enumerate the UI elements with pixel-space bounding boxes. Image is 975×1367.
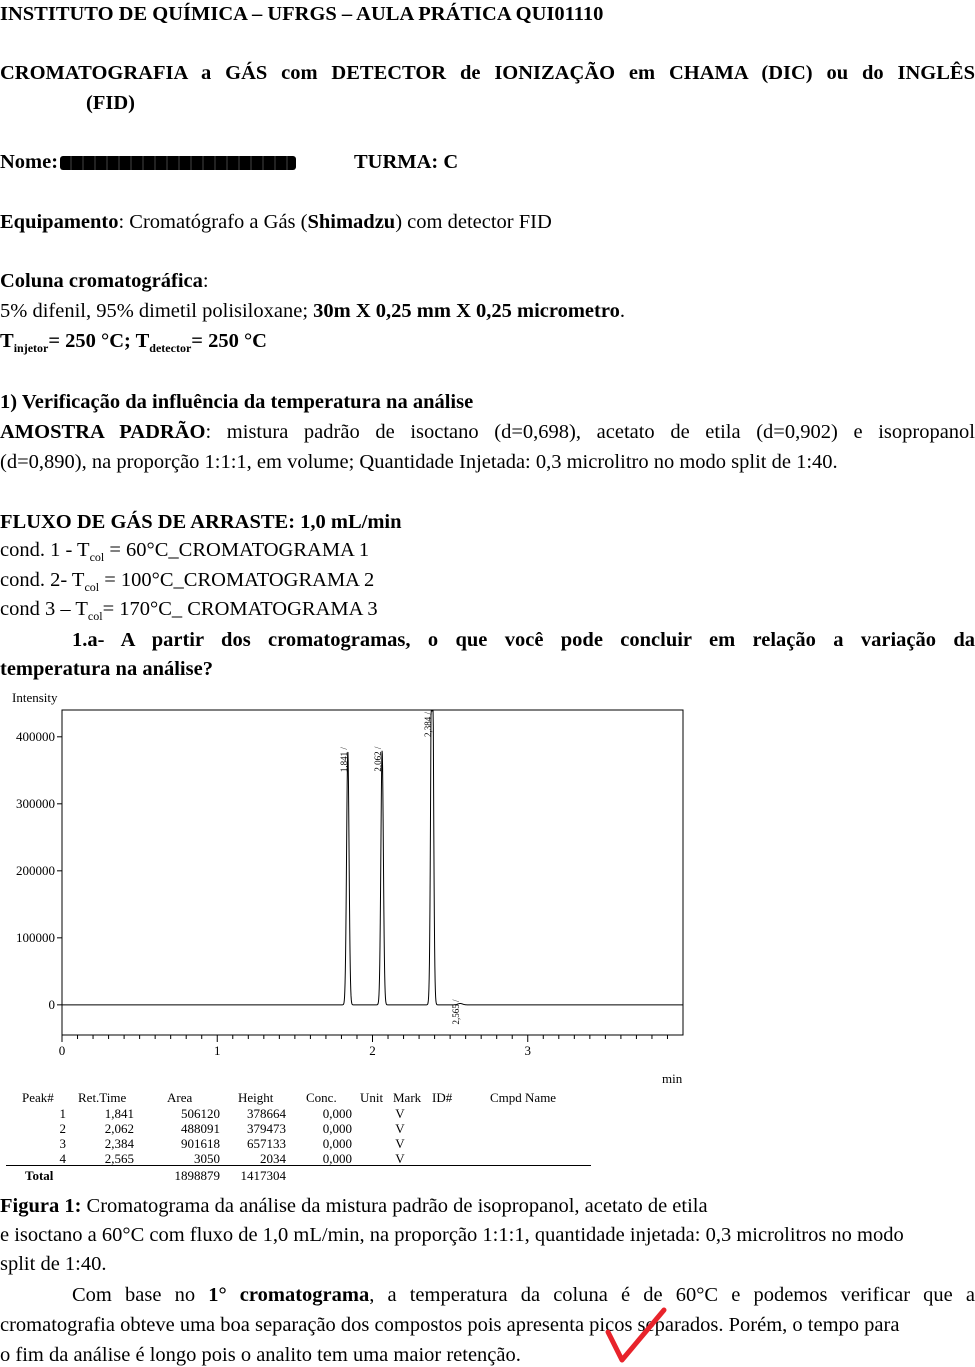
answer-line-1 bbox=[0, 1283, 975, 1307]
sample-text-1: : mistura padrão de isoctano (d=0,698), acetato de etila (d=0,902) e isopropanol bbox=[205, 421, 975, 443]
column-phase: 5% difenil, 95% dimetil polisiloxane; bbox=[0, 300, 314, 322]
x-tick-label: 3 bbox=[524, 1043, 531, 1058]
table-header: Mark bbox=[393, 1090, 422, 1105]
table-cell: V bbox=[395, 1121, 405, 1136]
y-tick-label: 0 bbox=[48, 996, 55, 1012]
table-cell: 0,000 bbox=[322, 1151, 352, 1166]
cond-1-pre: cond. 1 - T bbox=[0, 539, 90, 561]
table-header: ID# bbox=[432, 1090, 453, 1105]
column-dot: . bbox=[619, 300, 625, 322]
chromatogram-chart bbox=[0, 686, 700, 1086]
y-axis-label: Intensity bbox=[12, 690, 58, 705]
y-tick-label: 400000 bbox=[16, 728, 55, 744]
table-cell: 2,384 bbox=[104, 1136, 134, 1151]
table-header: Cmpd Name bbox=[490, 1090, 557, 1105]
column-heading bbox=[0, 269, 975, 293]
y-tick-label: 200000 bbox=[16, 862, 55, 878]
total-area: 1898879 bbox=[174, 1168, 220, 1183]
subtitle-line-2: (FID) bbox=[86, 92, 135, 114]
table-cell: 4 bbox=[59, 1151, 66, 1166]
cond-line-3 bbox=[0, 597, 975, 624]
detector-sub: detector bbox=[149, 341, 192, 356]
table-cell: 2,565 bbox=[104, 1151, 134, 1166]
document-title: INSTITUTO DE QUÍMICA – UFRGS – AULA PRÁTICA QUI01110 bbox=[0, 3, 604, 25]
total-height: 1417304 bbox=[240, 1168, 286, 1183]
column-colon: : bbox=[202, 270, 209, 292]
answer-line-3: o fim da análise é longo pois o analito tem uma maior retenção. bbox=[0, 1344, 521, 1366]
subtitle-line-1: CROMATOGRAFIA a GÁS com DETECTOR de IONIZAÇÃO em CHAMA (DIC) ou do INGLÊS bbox=[0, 62, 975, 84]
t-letter: T bbox=[0, 330, 14, 352]
table-cell: 2,062 bbox=[104, 1121, 134, 1136]
total-label: Total bbox=[25, 1168, 54, 1183]
equipment-line bbox=[0, 210, 975, 234]
x-axis-label: min bbox=[662, 1071, 683, 1086]
table-cell: V bbox=[395, 1151, 405, 1166]
table-cell: 1,841 bbox=[104, 1106, 134, 1121]
table-cell: 0,000 bbox=[322, 1106, 352, 1121]
temperature-line bbox=[0, 329, 975, 356]
table-cell: 901618 bbox=[181, 1136, 220, 1151]
cond-2-sub: col bbox=[84, 580, 100, 595]
table-header: Ret.Time bbox=[78, 1090, 127, 1105]
cond-2-pre: cond. 2- T bbox=[0, 569, 85, 591]
y-tick-label: 300000 bbox=[16, 795, 55, 811]
turma-label: TURMA: C bbox=[354, 151, 459, 173]
redacted-name bbox=[60, 156, 296, 170]
caption-label: Figura 1: bbox=[0, 1195, 82, 1217]
table-header: Height bbox=[238, 1090, 274, 1105]
table-cell: 0,000 bbox=[322, 1121, 352, 1136]
peak-label: 2,062 / bbox=[373, 746, 384, 772]
table-cell: 3 bbox=[59, 1136, 66, 1151]
sample-label: AMOSTRA PADRÃO bbox=[0, 421, 206, 443]
table-cell: 3050 bbox=[194, 1151, 220, 1166]
cond-1-post: = 60°C_CROMATOGRAMA 1 bbox=[104, 539, 370, 561]
x-tick-label: 0 bbox=[58, 1043, 66, 1058]
equipment-text-after: ) com detector FID bbox=[395, 211, 552, 233]
cond-line-1 bbox=[0, 538, 975, 565]
name-label: Nome: bbox=[0, 151, 59, 173]
column-label: Coluna cromatográfica bbox=[0, 270, 203, 292]
injetor-value: = 250 °C; T bbox=[48, 330, 150, 352]
answer-pre: Com base no bbox=[72, 1284, 209, 1306]
table-cell: 2034 bbox=[260, 1151, 286, 1166]
x-tick-label: 1 bbox=[214, 1043, 221, 1058]
table-cell: 0,000 bbox=[322, 1136, 352, 1151]
question-line-1: 1.a- A partir dos cromatogramas, o que você pode concluir em relação a variação da bbox=[72, 629, 975, 651]
caption-line-3: split de 1:40. bbox=[0, 1253, 107, 1275]
cond-2-post: = 100°C_CROMATOGRAMA 2 bbox=[99, 569, 375, 591]
cond-line-2 bbox=[0, 568, 975, 595]
table-header: Unit bbox=[360, 1090, 384, 1105]
sample-line-2: (d=0,890), na proporção 1:1:1, em volume; Quantidade Injetada: 0,3 microlitro no modo split de 1:40. bbox=[0, 451, 838, 473]
y-tick-label: 100000 bbox=[16, 929, 55, 945]
table-cell: V bbox=[395, 1136, 405, 1151]
table-divider bbox=[6, 1165, 591, 1166]
x-tick-label: 2 bbox=[369, 1043, 376, 1058]
table-cell: 378664 bbox=[247, 1106, 286, 1121]
peak-label: 1,841 / bbox=[338, 747, 349, 773]
column-phase-line bbox=[0, 299, 975, 323]
answer-line-2: cromatografia obteve uma boa separação dos compostos pois apresenta picos separados. Porém, o tempo para bbox=[0, 1314, 900, 1336]
checkmark-icon bbox=[600, 1306, 680, 1366]
cond-3-pre: cond 3 – T bbox=[0, 598, 88, 620]
cond-3-post: = 170°C_ CROMATOGRAMA 3 bbox=[102, 598, 378, 620]
table-cell: 379473 bbox=[247, 1121, 286, 1136]
equipment-brand: Shimadzu bbox=[307, 211, 396, 233]
answer-bold: 1° cromatograma bbox=[208, 1284, 370, 1306]
injetor-sub: injetor bbox=[13, 341, 49, 356]
equipment-label: Equipamento bbox=[0, 211, 119, 233]
table-cell: 506120 bbox=[181, 1106, 220, 1121]
table-header: Area bbox=[167, 1090, 193, 1105]
equipment-text: : Cromatógrafo a Gás ( bbox=[118, 211, 308, 233]
student-line bbox=[0, 150, 975, 174]
table-header: Peak# bbox=[22, 1090, 54, 1105]
caption-text-1: Cromatograma da análise da mistura padrão de isopropanol, acetato de etila bbox=[81, 1195, 708, 1217]
table-cell: 1 bbox=[59, 1106, 66, 1121]
cond-3-sub: col bbox=[87, 609, 103, 624]
flow-heading: FLUXO DE GÁS DE ARRASTE: 1,0 mL/min bbox=[0, 511, 402, 533]
table-cell: 657133 bbox=[247, 1136, 286, 1151]
peak-label: 2,384 / bbox=[423, 712, 434, 738]
caption-line-2: e isoctano a 60°C com fluxo de 1,0 mL/min, na proporção 1:1:1, quantidade injetada: 0,3 microlitros no modo bbox=[0, 1224, 904, 1246]
sample-line-1 bbox=[0, 420, 975, 444]
peak-table bbox=[0, 1090, 600, 1186]
column-dims: 30m X 0,25 mm X 0,25 micrometro bbox=[313, 300, 620, 322]
table-cell: 488091 bbox=[181, 1121, 220, 1136]
peak-label: 2,565 / bbox=[451, 999, 462, 1025]
table-header: Conc. bbox=[306, 1090, 337, 1105]
table-cell: 2 bbox=[59, 1121, 66, 1136]
section-1-heading: 1) Verificação da influência da temperatura na análise bbox=[0, 391, 474, 413]
table-cell: V bbox=[395, 1106, 405, 1121]
question-line-2: temperatura na análise? bbox=[0, 658, 213, 680]
cond-1-sub: col bbox=[89, 550, 105, 565]
answer-post: , a temperatura da coluna é de 60°C e podemos verificar que a bbox=[369, 1284, 975, 1306]
caption-line-1 bbox=[0, 1194, 975, 1218]
detector-value: = 250 °C bbox=[191, 330, 267, 352]
